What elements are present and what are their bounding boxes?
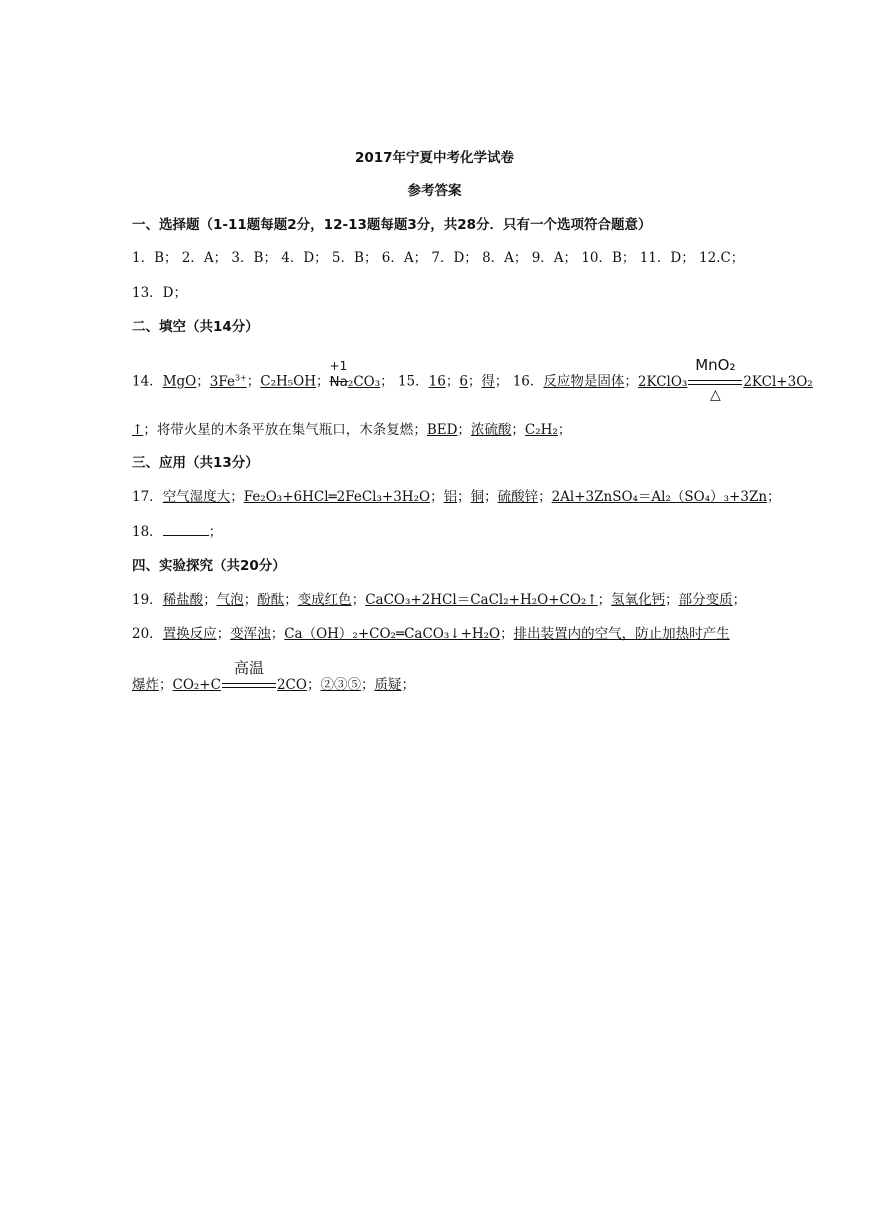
- answer-q20-b: 变浑浊: [230, 626, 271, 642]
- section1-answers-line1: 1．B； 2．A； 3．B； 4．D； 5．B； 6．A； 7．D； 8．A； 9．A； 10．B； 11．D； 12.C；: [132, 250, 745, 266]
- q14-q16-line: 14．MgO；$3Fe^{3+}$；C₂H₅OH； +1 Na₂CO₃； 15．16；6；得； 16．反应物是固体；2KClO₃ MnO₂ △ 2KCl+3O₂: [132, 355, 813, 403]
- answer-q20-c: Ca（OH）₂+CO₂═CaCO₃↓+H₂O: [284, 626, 501, 642]
- answer-q17-f: 2Al+3ZnSO₄＝Al₂（SO₄）₃+3Zn: [551, 489, 768, 505]
- answer-q19-e: CaCO₃+2HCl＝CaCl₂+H₂O+CO₂↑: [365, 592, 598, 608]
- answer-q19-b: 气泡: [216, 592, 244, 608]
- q19-label: 19．: [132, 592, 163, 608]
- fe-charge: 3+: [234, 373, 247, 382]
- equation-co2-c: [172, 659, 307, 693]
- answer-q19-d: 变成红色: [297, 592, 352, 608]
- q20-line: 20．置换反应；变浑浊；Ca（OH）₂+CO₂═CaCO₃↓+H₂O；排出装置内的空气，防止加热时产生: [132, 626, 730, 642]
- reactant-kclo3: 2KClO₃: [637, 373, 688, 390]
- q17-label: 17．: [132, 489, 163, 505]
- section2-heading: 二、填空（共14分）: [132, 319, 259, 335]
- fe-symbol: 3Fe: [209, 373, 235, 390]
- product-co: 2CO: [276, 677, 307, 693]
- answer-ethanol: C₂H₅OH: [260, 373, 317, 390]
- answer-q16-a: 反应物是固体: [543, 373, 625, 390]
- answer-q20-a: 置换反应: [162, 626, 217, 642]
- answer-q17-b: Fe₂O₃+6HCl═2FeCl₃+3H₂O: [243, 489, 431, 505]
- section3-heading: 三、应用（共13分）: [132, 455, 259, 471]
- q20-label: 20．: [132, 626, 163, 642]
- q17-line: 17．空气湿度大；Fe₂O₃+6HCl═2FeCl₃+3H₂O；铝；铜；硫酸锌；2Al+3ZnSO₄＝Al₂（SO₄）₃+3Zn；: [132, 489, 781, 505]
- answer-q17-a: 空气湿度大: [162, 489, 231, 505]
- products-kcl-o2: 2KCl+3O₂: [743, 373, 813, 390]
- answer-q17-c: 铝: [443, 489, 458, 505]
- reactant-co2-c: CO₂+C: [172, 677, 221, 693]
- answer-q20-g: 质疑: [374, 677, 402, 693]
- q16-continued-line: ↑；将带火星的木条平放在集气瓶口，木条复燃；BED；浓硫酸；C₂H₂；: [132, 422, 572, 438]
- answer-q16-acid: 浓硫酸: [470, 422, 512, 438]
- q19-line: 19．稀盐酸；气泡；酚酞；变成红色；CaCO₃+2HCl＝CaCl₂+H₂O+CO₂↑；氢氧化钙；部分变质；: [132, 592, 747, 608]
- answer-q17-d: 铜: [470, 489, 485, 505]
- heat-triangle: △: [709, 386, 721, 403]
- na-formula-rest: ₂CO₃: [347, 373, 381, 390]
- high-temp-label: 高温: [233, 659, 264, 677]
- answer-q16-test: 将带火星的木条平放在集气瓶口，木条复燃: [156, 422, 414, 438]
- q20-continued-line: 爆炸；CO₂+C 高温 2CO；②③⑤；质疑；: [132, 659, 415, 693]
- q15-label: 15．: [397, 373, 429, 390]
- na-symbol: Na: [329, 373, 348, 390]
- q18-label: 18．: [132, 524, 163, 540]
- answer-q20-d: 排出装置内的空气，防止加热时产生: [513, 626, 730, 642]
- answer-q19-a: 稀盐酸: [162, 592, 204, 608]
- equation-kclo3: [637, 355, 813, 403]
- section1-heading: 一、选择题（1-11题每题2分，12-13题每题3分，共28分．只有一个选项符合题意）: [132, 217, 652, 233]
- answer-q15-c: 得: [481, 373, 495, 390]
- q16-label: 16．: [512, 373, 544, 390]
- equals-bar-2: [222, 683, 276, 688]
- document-title: 2017年宁夏中考化学试卷: [354, 150, 515, 166]
- reaction-condition: [687, 355, 743, 403]
- section4-heading: 四、实验探究（共20分）: [132, 558, 286, 574]
- answer-q20-d2: 爆炸: [132, 677, 159, 693]
- answer-q19-c: 酚酞: [257, 592, 285, 608]
- answer-q16-formula: C₂H₂: [524, 422, 558, 438]
- answer-mgo: MgO: [162, 373, 197, 390]
- answer-q16-order: BED: [426, 422, 458, 438]
- answer-q20-f: ②③⑤: [320, 677, 361, 693]
- answer-sodium-carbonate: [329, 358, 381, 392]
- catalyst-label: MnO₂: [695, 355, 736, 374]
- document-subtitle: 参考答案: [407, 183, 462, 199]
- answer-q15-a: 16: [428, 373, 446, 390]
- answer-q17-e: 硫酸锌: [497, 489, 539, 505]
- q14-label: 14．: [132, 373, 163, 390]
- gas-arrow: ↑: [132, 422, 144, 438]
- answer-q19-f: 氢氧化钙: [611, 592, 666, 608]
- answer-q15-b: 6: [459, 373, 468, 390]
- answer-fe-ion: [210, 374, 247, 390]
- q18-line: 18． ；: [132, 521, 749, 542]
- answer-blank: [163, 521, 209, 536]
- answer-q19-g: 部分变质: [678, 592, 733, 608]
- valence-mark: +1: [329, 358, 348, 373]
- high-temp-condition: [221, 659, 277, 695]
- section1-answers-line2: 13．D；: [132, 285, 188, 301]
